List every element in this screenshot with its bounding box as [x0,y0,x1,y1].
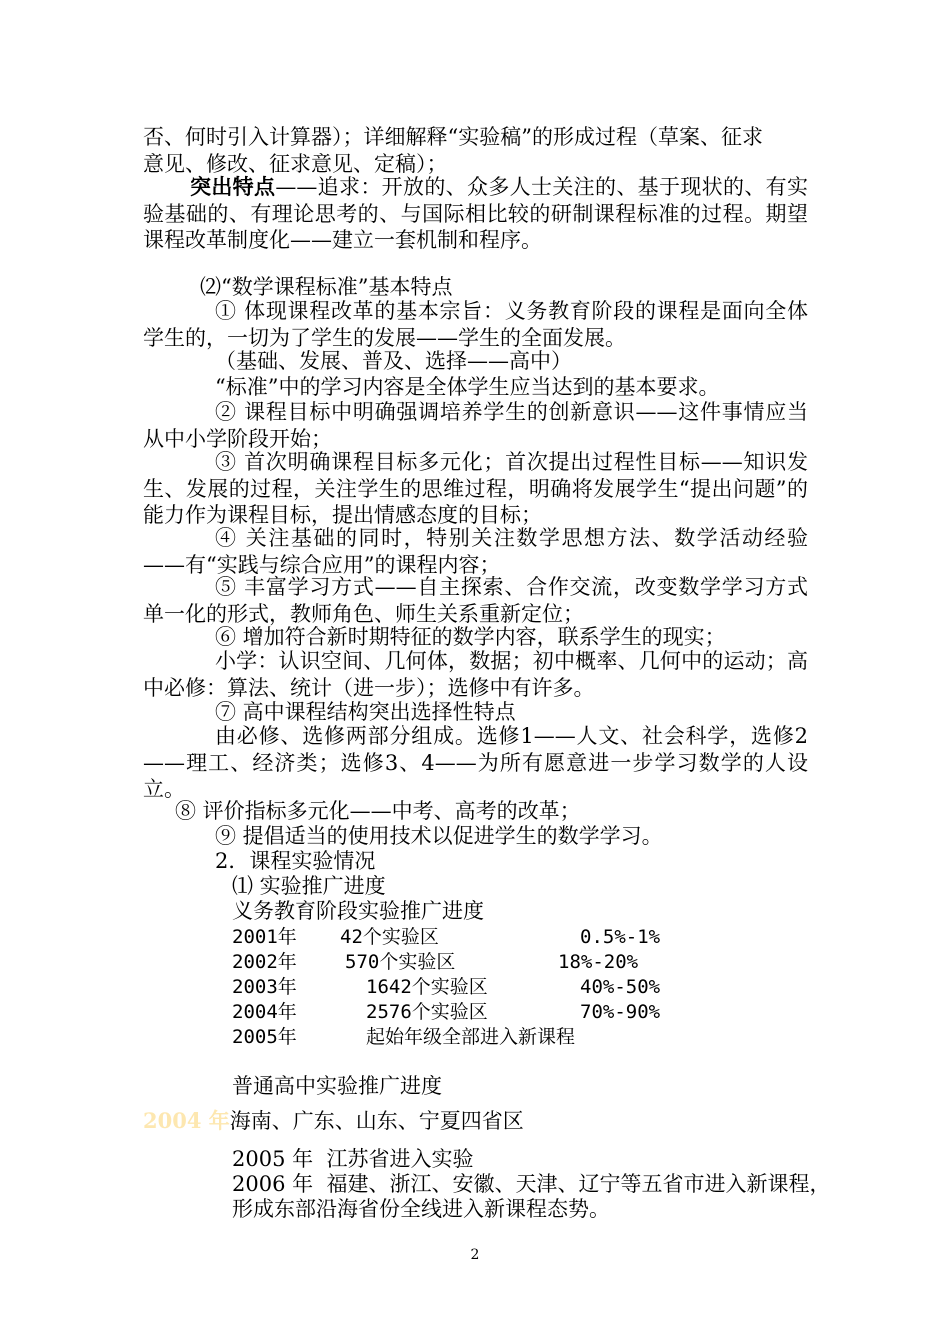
hs-2004-text: 海南、广东、山东、宁夏四省区 [229,1109,524,1133]
compulsory-row-year: 2002年 [232,951,297,973]
hs-2005-line: 2005 年 江苏省进入实验 [232,1147,474,1171]
compulsory-row-share: 0.5%-1% [580,926,661,948]
hs-2006-line-2: 形成东部沿海省份全线进入新课程态势。 [232,1197,610,1221]
highlight-paragraph [143,174,808,254]
compulsory-row-year: 2005年 [232,1026,297,1048]
compulsory-row-year: 2003年 [232,976,297,998]
feature-9: ⑨ 提倡适当的使用技术以促进学生的数学学习。 [215,824,663,848]
compulsory-row-share: 18%-20% [558,951,639,973]
compulsory-row-zones: 起始年级全部进入新课程 [366,1026,576,1048]
hs-2004-line [143,1108,524,1134]
feature-6: ⑥ 增加符合新时期特征的数学内容，联系学生的现实； [215,625,726,649]
feature-2: ② 课程目标中明确强调培养学生的创新意识——这件事情应当从中小学阶段开始； [143,400,808,451]
intro-line-1: 否、何时引入计算器）；详细解释“实验稿”的形成过程（草案、征求 [143,125,763,149]
compulsory-title: 义务教育阶段实验推广进度 [232,899,484,923]
feature-1-note-2: “标准”中的学习内容是全体学生应当达到的基本要求。 [215,375,720,399]
feature-1: ① 体现课程改革的基本宗旨：义务教育阶段的课程是面向全体学生的，一切为了学生的发展——学生的全面发展。 [143,299,808,350]
compulsory-row-zones: 570个实验区 [345,951,456,973]
feature-7-detail: 由必修、选修两部分组成。选修1——人文、社会科学，选修2——理工、经济类；选修3、4——为所有愿意进一步学习数学的人设立。 [143,724,808,801]
compulsory-row-zones: 2576个实验区 [366,1001,488,1023]
experiment-subheading: ⑴ 实验推广进度 [232,874,386,898]
feature-3: ③ 首次明确课程目标多元化；首次提出过程性目标——知识发生、发展的过程，关注学生的思维过程，明确将发展学生“提出问题”的能力作为课程目标，提出情感态度的目标； [143,450,808,527]
highlight-text: ——追求：开放的、众多人士关注的、基于现状的、有实验基础的、有理论思考的、与国际相比较的研制课程标准的过程。期望课程改革制度化——建立一套机制和程序。 [143,175,809,252]
compulsory-row-share: 40%-50% [580,976,661,998]
hs-2006-line-1: 2006 年 福建、浙江、安徽、天津、辽宁等五省市进入新课程， [232,1172,831,1196]
feature-4: ④ 关注基础的同时，特别关注数学思想方法、数学活动经验——有“实践与综合应用”的课程内容； [143,526,808,577]
experiment-heading: 2．课程实验情况 [215,849,376,873]
feature-1-note: （基础、发展、普及、选择——高中） [215,349,572,373]
compulsory-row-share: 70%-90% [580,1001,661,1023]
feature-8: ⑧ 评价指标多元化——中考、高考的改革； [175,799,581,823]
feature-5: ⑤ 丰富学习方式——自主探索、合作交流，改变数学学习方式单一化的形式，教师角色、师生关系重新定位； [143,575,808,626]
compulsory-row-year: 2004年 [232,1001,297,1023]
high-school-title: 普通高中实验推广进度 [232,1074,442,1098]
page-number: 2 [470,1247,480,1263]
feature-6-detail: 小学：认识空间、几何体，数据；初中概率、几何中的运动；高中必修：算法、统计（进一步）；选修中有许多。 [143,649,808,700]
intro-line-2: 意见、修改、征求意见、定稿）； [143,152,448,176]
compulsory-row-zones: 42个实验区 [340,926,439,948]
features-heading: ⑵“数学课程标准”基本特点 [200,275,453,299]
highlight-label: 突出特点 [190,174,276,199]
compulsory-row-zones: 1642个实验区 [366,976,488,998]
hs-2004-year: 2004 年 [143,1108,230,1133]
compulsory-row-year: 2001年 [232,926,297,948]
feature-7: ⑦ 高中课程结构突出选择性特点 [215,700,516,724]
